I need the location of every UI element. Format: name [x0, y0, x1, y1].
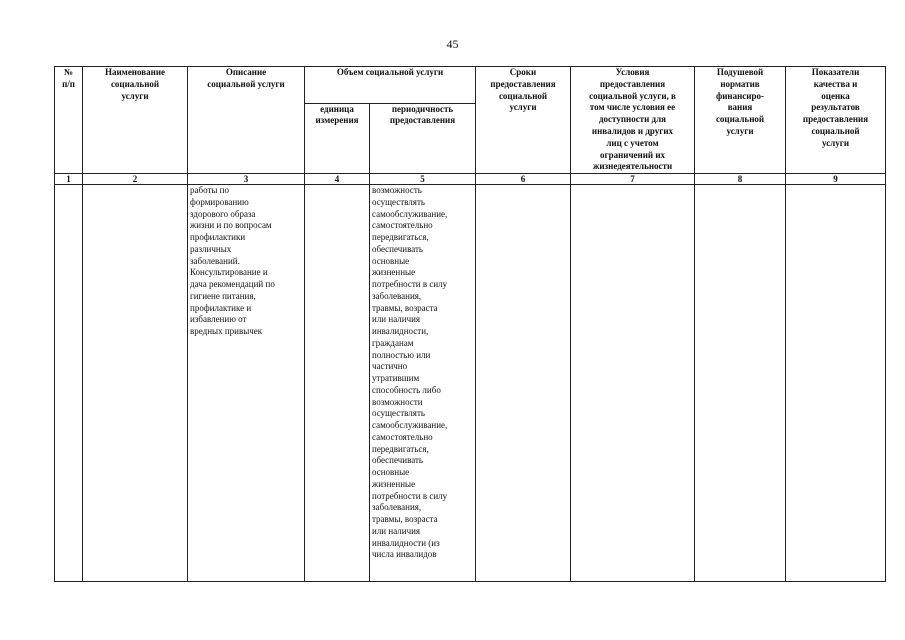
cell-normative	[695, 185, 786, 582]
header-conditions: Условия предоставления социальной услуги, в том числе условия ее доступности для инвалидов и других лиц с учетом ограничений их жизнедеятельности	[571, 67, 695, 174]
header-unit: единица измерения	[305, 103, 370, 174]
column-number: 4	[305, 174, 370, 185]
column-number: 6	[476, 174, 571, 185]
cell-conditions	[571, 185, 695, 582]
header-service-name: Наименование социальной услуги	[83, 67, 188, 174]
social-services-table	[54, 66, 886, 582]
cell-quality-indicators	[786, 185, 886, 582]
column-number: 3	[188, 174, 305, 185]
cell-service-name	[83, 185, 188, 582]
table-row	[55, 185, 886, 582]
header-terms: Сроки предоставления социальной услуги	[476, 67, 571, 174]
column-number: 2	[83, 174, 188, 185]
cell-periodicity: возможность осуществлять самообслуживание, самостоятельно передвигаться, обеспечивать основные жизненные потребности в силу заболевания, травмы, возраста или наличия инвалидности, гражданам полностью или частично утратившим способность либо возможности осуществлять самообслуживание, самостоятельно передвигаться, обеспечивать основные жизненные потребности в силу заболевания, травмы, возраста или наличия инвалидности (из числа инвалидов	[370, 185, 476, 582]
column-number: 1	[55, 174, 83, 185]
column-numbers-row	[55, 174, 886, 185]
column-number: 5	[370, 174, 476, 185]
column-number: 9	[786, 174, 886, 185]
header-service-description: Описание социальной услуги	[188, 67, 305, 174]
header-periodicity: периодичность предоставления	[370, 103, 476, 174]
cell-terms	[476, 185, 571, 582]
page-number: 45	[446, 37, 459, 51]
column-number: 8	[695, 174, 786, 185]
cell-service-description: работы по формированию здорового образа жизни и по вопросам профилактики различных заболеваний. Консультирование и дача рекомендаций по гигиене питания, профилактике и избавлению от вредных привычек	[188, 185, 305, 582]
header-quality-indicators: Показатели качества и оценка результатов предоставления социальной услуги	[786, 67, 886, 174]
cell-unit	[305, 185, 370, 582]
header-num: № п/п	[55, 67, 83, 174]
header-volume-group: Объем социальной услуги	[305, 67, 476, 104]
header-row-main	[55, 67, 886, 104]
cell-num	[55, 185, 83, 582]
column-number: 7	[571, 174, 695, 185]
header-normative: Подушевой норматив финансиро- вания социальной услуги	[695, 67, 786, 174]
